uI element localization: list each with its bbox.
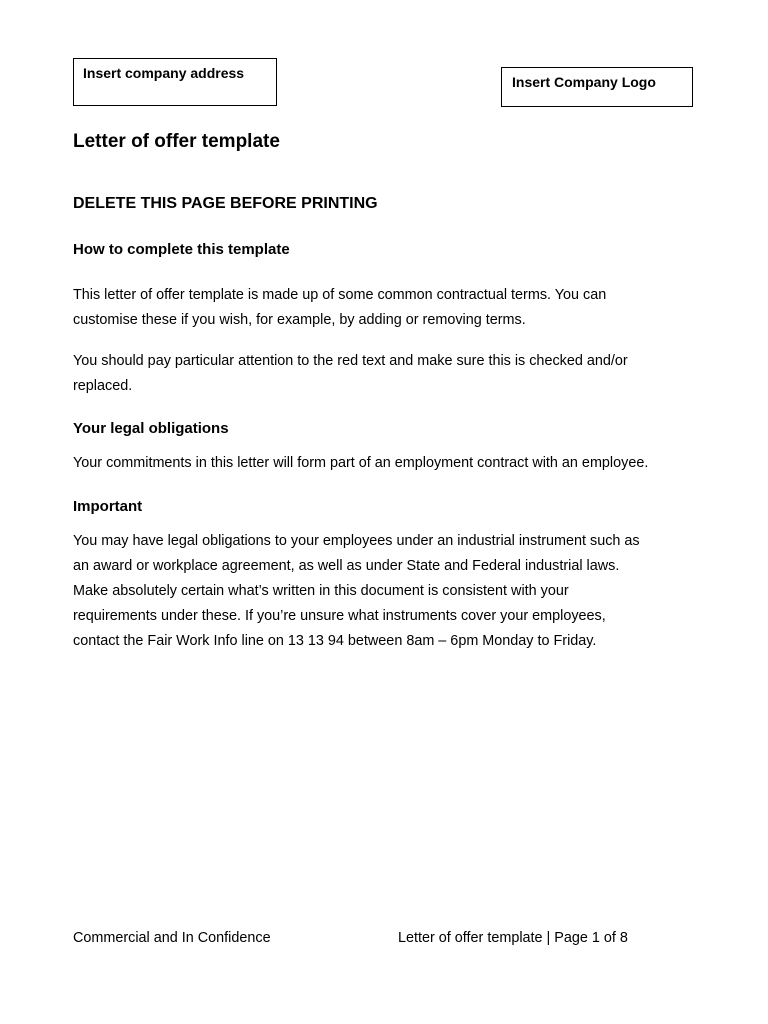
paragraph-line: customise these if you wish, for example, by adding or removing terms. <box>73 312 526 328</box>
paragraph-line: an award or workplace agreement, as well as under State and Federal industrial laws. <box>73 558 620 574</box>
section-heading-important: Important <box>73 498 143 515</box>
footer-document-info <box>398 930 628 946</box>
company-logo-placeholder <box>501 67 693 107</box>
footer-page-number: Page 1 of 8 <box>554 930 628 946</box>
paragraph-line: Make absolutely certain what’s written in this document is consistent with your <box>73 583 569 599</box>
section-heading-legal-obligations: Your legal obligations <box>73 420 229 437</box>
paragraph-line: requirements under these. If you’re unsure what instruments cover your employees, <box>73 608 606 624</box>
footer-separator: | <box>546 930 551 946</box>
footer-document-name: Letter of offer template <box>398 930 543 946</box>
paragraph-line: You may have legal obligations to your employees under an industrial instrument such as <box>73 533 640 549</box>
document-title: Letter of offer template <box>73 131 280 152</box>
footer-confidentiality: Commercial and In Confidence <box>73 930 271 946</box>
section-heading-how-to-complete: How to complete this template <box>73 241 290 258</box>
paragraph-line: contact the Fair Work Info line on 13 13 94 between 8am – 6pm Monday to Friday. <box>73 633 597 649</box>
paragraph-template-description <box>73 283 713 333</box>
paragraph-commitments <box>73 451 713 476</box>
paragraph-line: replaced. <box>73 378 133 394</box>
company-address-placeholder <box>73 58 277 106</box>
paragraph-red-text-note <box>73 349 713 399</box>
paragraph-line: This letter of offer template is made up of some common contractual terms. You can <box>73 287 607 303</box>
delete-warning: DELETE THIS PAGE BEFORE PRINTING <box>73 195 378 212</box>
paragraph-line: Your commitments in this letter will form part of an employment contract with an employee. <box>73 455 649 471</box>
paragraph-line: You should pay particular attention to the red text and make sure this is checked and/or <box>73 353 628 369</box>
paragraph-important-notice <box>73 529 713 654</box>
company-logo-label: Insert Company Logo <box>512 74 656 90</box>
company-address-label: Insert company address <box>83 65 245 81</box>
